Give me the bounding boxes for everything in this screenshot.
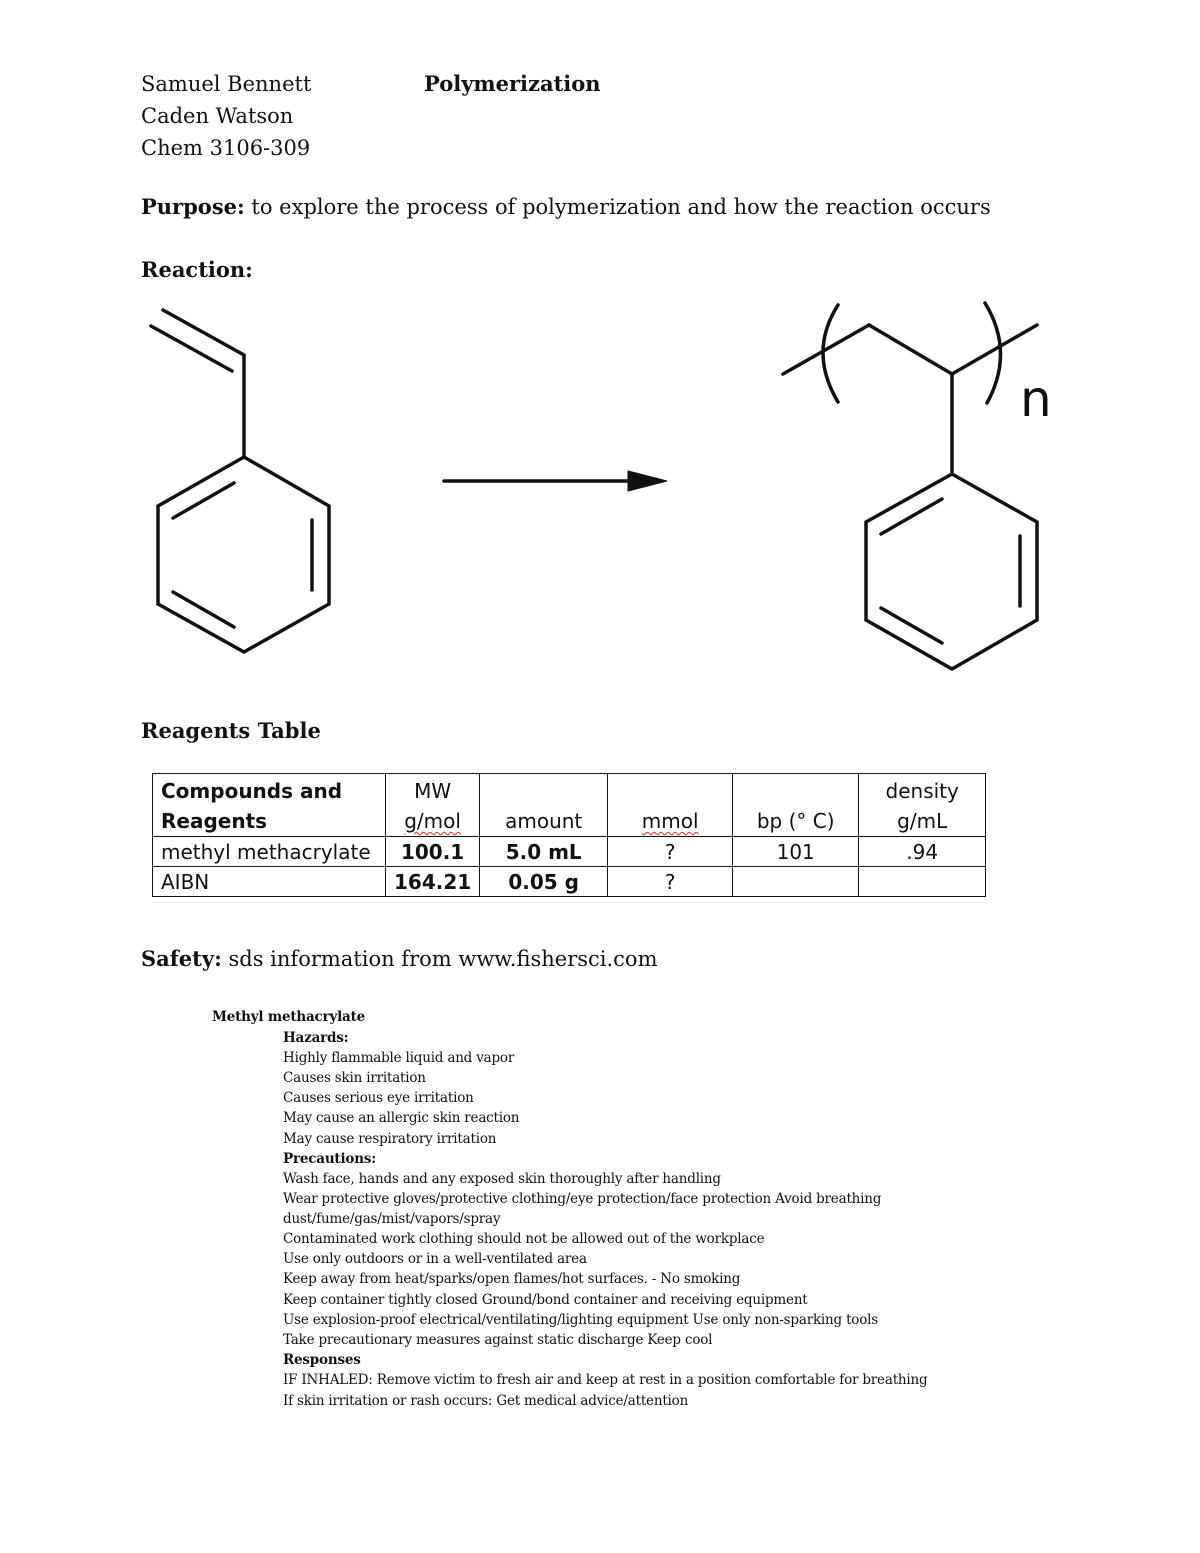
- hazard-item: May cause respiratory irritation: [283, 1131, 497, 1147]
- cell-bp: 101: [733, 837, 859, 867]
- precaution-item: Take precautionary measures against static discharge Keep cool: [283, 1332, 713, 1348]
- reaction-scheme: [0, 0, 1200, 720]
- table-row: [153, 867, 986, 897]
- precaution-item: Use only outdoors or in a well-ventilated area: [283, 1251, 587, 1267]
- hazard-item: May cause an allergic skin reaction: [283, 1110, 520, 1126]
- precaution-item: Contaminated work clothing should not be allowed out of the workplace: [283, 1231, 765, 1247]
- cell-mmol: ?: [608, 867, 733, 897]
- cell-bp: [733, 867, 859, 897]
- header-compounds: [153, 774, 386, 837]
- purpose-label: Purpose:: [141, 194, 245, 219]
- repeat-unit-subscript: n: [1020, 370, 1052, 428]
- table-row: [153, 837, 986, 867]
- precaution-item: Keep container tightly closed Ground/bond container and receiving equipment: [283, 1292, 808, 1308]
- precaution-item: Use explosion-proof electrical/ventilating/lighting equipment Use only non-sparking tools: [283, 1312, 878, 1328]
- cell-amount: 0.05 g: [480, 867, 608, 897]
- response-item: IF INHALED: Remove victim to fresh air and keep at rest in a position comfortable for breathing: [283, 1372, 928, 1388]
- header-mmol-text: mmol: [641, 809, 699, 833]
- precaution-item: Wash face, hands and any exposed skin thoroughly after handling: [283, 1171, 721, 1187]
- cell-mmol: ?: [608, 837, 733, 867]
- response-item: If skin irritation or rash occurs: Get medical advice/attention: [283, 1393, 689, 1409]
- hazards-label: Hazards:: [283, 1030, 349, 1046]
- cell-density: .94: [859, 837, 986, 867]
- header-mw-line2: g/mol: [404, 809, 461, 833]
- purpose-text: to explore the process of polymerization and how the reaction occurs: [244, 195, 991, 219]
- precaution-item: Wear protective gloves/protective clothing/eye protection/face protection Avoid breathing: [283, 1191, 882, 1207]
- hazard-item: Causes serious eye irritation: [283, 1090, 474, 1106]
- polystyrene-structure: [783, 303, 1037, 669]
- safety-text: sds information from www.fishersci.com: [221, 947, 658, 971]
- reaction-heading: Reaction:: [141, 257, 253, 282]
- header-bp-text: bp (° C): [756, 809, 835, 833]
- document-title: Polymerization: [424, 71, 601, 96]
- header-bp: [733, 774, 859, 837]
- reaction-arrow: [444, 471, 667, 491]
- cell-amount: 5.0 mL: [480, 837, 608, 867]
- header-mw-line1: MW: [414, 779, 452, 803]
- table-header-row: [153, 774, 986, 837]
- reagents-heading: Reagents Table: [141, 718, 321, 743]
- header-mw: [386, 774, 480, 837]
- cell-name: AIBN: [153, 867, 386, 897]
- header-density-line2: g/mL: [897, 809, 948, 833]
- safety-paragraph: [141, 944, 657, 974]
- cell-name: methyl methacrylate: [153, 837, 386, 867]
- hazard-item: Causes skin irritation: [283, 1070, 426, 1086]
- author-name-2: Caden Watson: [141, 104, 294, 128]
- precaution-item: dust/fume/gas/mist/vapors/spray: [283, 1211, 501, 1227]
- cell-mw: 100.1: [386, 837, 480, 867]
- sds-compound-title: Methyl methacrylate: [212, 1009, 366, 1025]
- styrene-monomer-structure: [151, 310, 329, 652]
- reagents-table: [152, 773, 986, 897]
- course-code: Chem 3106-309: [141, 136, 311, 160]
- header-mmol: [608, 774, 733, 837]
- cell-density: [859, 867, 986, 897]
- hazard-item: Highly flammable liquid and vapor: [283, 1050, 515, 1066]
- precaution-item: Keep away from heat/sparks/open flames/hot surfaces. - No smoking: [283, 1271, 741, 1287]
- responses-label: Responses: [283, 1352, 361, 1368]
- precautions-label: Precautions:: [283, 1151, 377, 1167]
- author-name-1: Samuel Bennett: [141, 72, 312, 96]
- safety-label: Safety:: [141, 946, 222, 971]
- header-compounds-line1: Compounds and: [161, 779, 343, 803]
- cell-mw: 164.21: [386, 867, 480, 897]
- header-amount: amount: [480, 774, 608, 837]
- header-density: [859, 774, 986, 837]
- header-compounds-line2: Reagents: [161, 809, 268, 833]
- header-density-line1: density: [885, 779, 959, 803]
